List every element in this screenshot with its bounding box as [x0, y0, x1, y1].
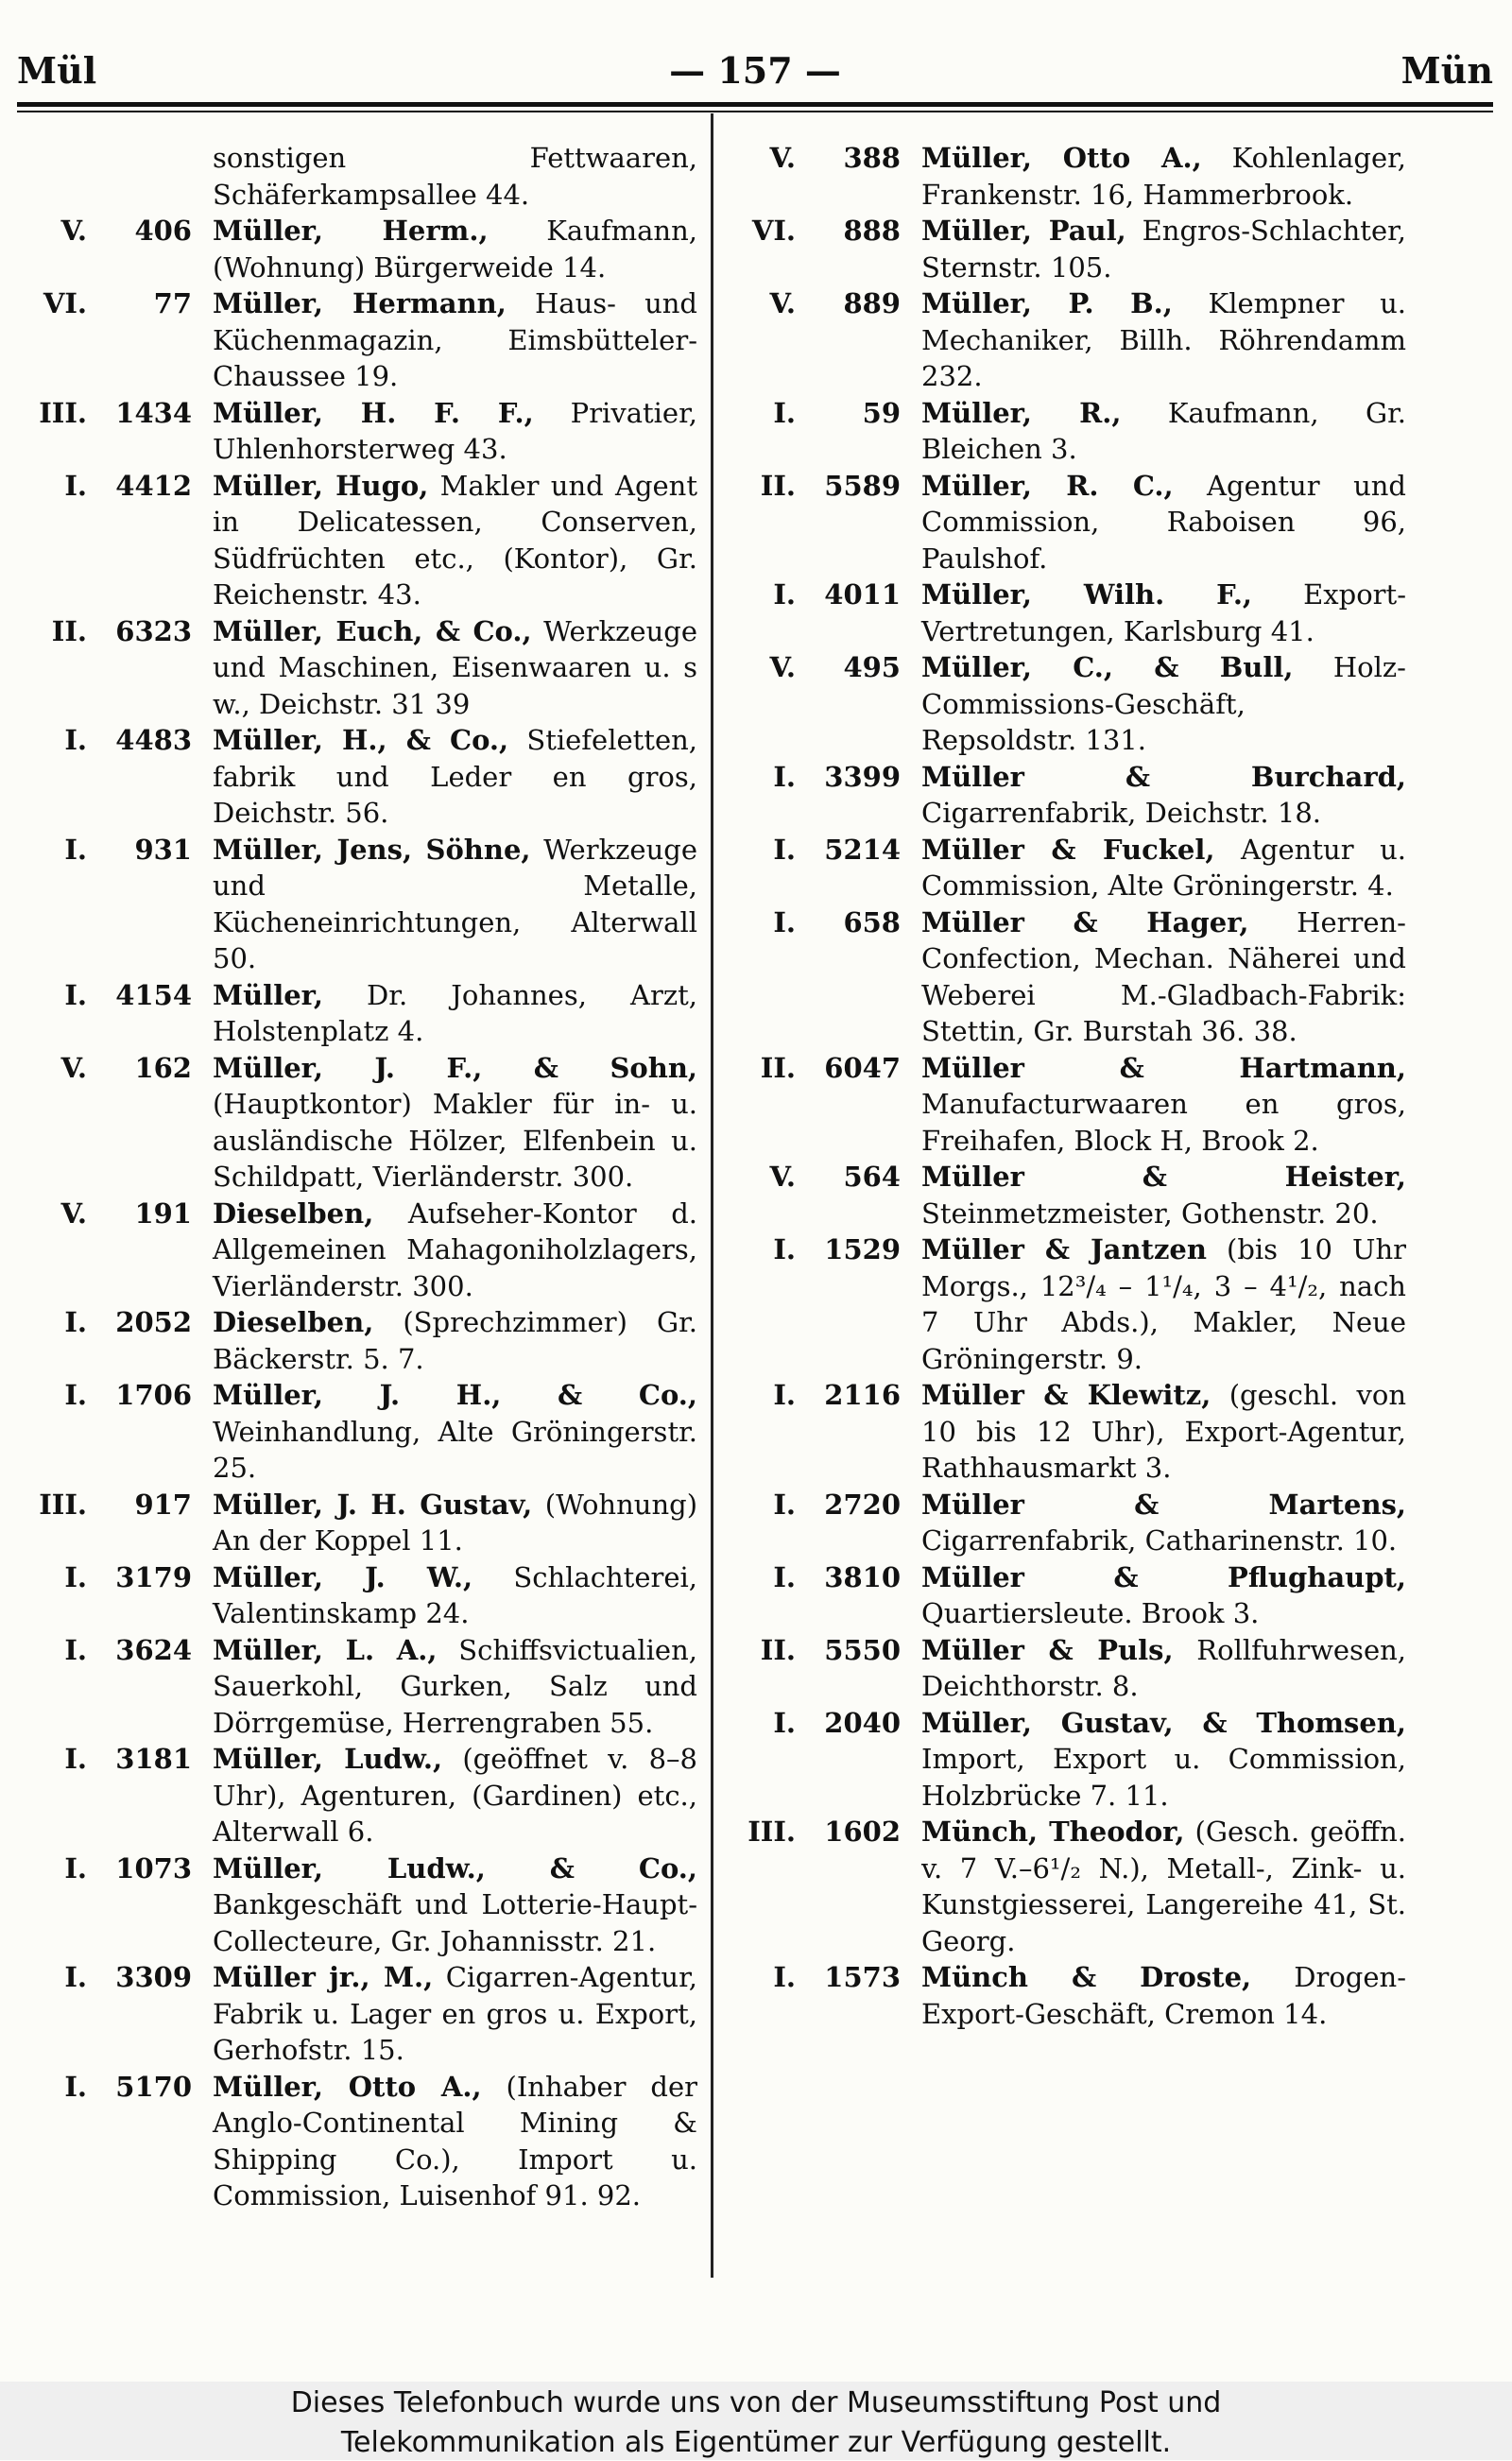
line-number: 2720 — [824, 1488, 901, 1521]
subscriber-details: Export-Vertretungen, Karlsburg 41. — [921, 578, 1406, 647]
line-number: 3399 — [824, 760, 901, 793]
entry-text — [213, 395, 697, 468]
subscriber-details: Herren-Confection, Mechan. Näherei und Weberei M.-Gladbach-Fabrik: Stettin, Gr. Burstah 36. 38. — [921, 905, 1406, 1047]
entry-text — [921, 759, 1406, 832]
entry-text — [921, 1231, 1406, 1377]
page-number: — 157 — — [669, 49, 841, 92]
exchange-district: I. — [64, 469, 87, 502]
line-number: 406 — [134, 215, 192, 247]
subscriber-details: Bankgeschäft und Lotterie-Haupt-Collecteure, Gr. Johannisstr. 21. — [213, 1888, 697, 1957]
line-number: 388 — [843, 142, 901, 174]
directory-entry — [728, 1377, 1406, 1487]
directory-entry — [19, 1741, 697, 1850]
line-number: 5170 — [115, 2070, 192, 2103]
line-number: 1073 — [115, 1851, 192, 1884]
entry-text — [921, 395, 1406, 468]
entry-text — [213, 1632, 697, 1742]
entry-text — [921, 1814, 1406, 1959]
entry-text — [213, 140, 697, 213]
line-number: 191 — [134, 1196, 192, 1230]
subscriber-name: Müller, J. H., & Co., — [213, 1379, 697, 1411]
header-rule-thick — [17, 102, 1493, 107]
subscriber-name: Müller, Ludw., — [213, 1743, 443, 1775]
entry-text — [213, 722, 697, 832]
entry-text — [921, 1705, 1406, 1815]
subscriber-details: Cigarrenfabrik, Deichstr. 18. — [921, 797, 1321, 829]
entry-text — [921, 1050, 1406, 1160]
subscriber-details: Engros-Schlachter, Sternstr. 105. — [921, 215, 1406, 284]
directory-entry — [728, 1959, 1406, 2032]
subscriber-name: Müller, Hermann, — [213, 287, 507, 319]
line-number: 3810 — [824, 1560, 901, 1593]
exchange-district: I. — [64, 833, 87, 866]
directory-entry — [19, 722, 697, 832]
subscriber-name: Müller, Paul, — [921, 215, 1126, 247]
entry-text — [213, 1741, 697, 1850]
exchange-district: III. — [39, 1488, 87, 1521]
directory-entry — [728, 1705, 1406, 1815]
subscriber-name: Müller & Martens, — [921, 1488, 1406, 1521]
entry-text — [921, 1559, 1406, 1632]
subscriber-details: (Sprechzimmer) Gr. Bäckerstr. 5. 7. — [213, 1306, 697, 1375]
entry-text — [213, 1959, 697, 2069]
exchange-district: I. — [64, 1851, 87, 1884]
entry-text — [921, 577, 1406, 649]
subscriber-details: Weinhandlung, Alte Gröningerstr. 25. — [213, 1415, 697, 1484]
subscriber-name: Müller, L. A., — [213, 1633, 438, 1666]
exchange-district: III. — [747, 1816, 796, 1848]
directory-entry — [19, 1959, 697, 2069]
subscriber-details: (Wohnung) An der Koppel 11. — [213, 1488, 698, 1557]
line-number: 77 — [153, 287, 192, 319]
line-number: 931 — [134, 833, 192, 866]
directory-entry — [728, 1231, 1406, 1377]
subscriber-name: Müller, R., — [921, 396, 1122, 429]
subscriber-details: Drogen-Export-Geschäft, Cremon 14. — [921, 1961, 1406, 2030]
subscriber-name: Müller, Euch, & Co., — [213, 614, 532, 647]
exchange-district: I. — [64, 1560, 87, 1593]
subscriber-details: (Hauptkontor) Makler für in- u. ausländische Hölzer, Elfenbein u. Schildpatt, Vierländerstr. 300. — [213, 1088, 697, 1193]
line-number: 3309 — [115, 1961, 192, 1993]
line-number: 4154 — [115, 978, 192, 1011]
directory-entry — [19, 1559, 697, 1632]
exchange-district: I. — [773, 1379, 796, 1411]
subscriber-name: Müller, Otto A., — [921, 142, 1202, 174]
entry-text — [921, 1377, 1406, 1487]
subscriber-name: Müller & Pflughaupt, — [921, 1560, 1406, 1593]
directory-entry — [19, 1850, 697, 1960]
exchange-district: I. — [64, 1961, 87, 1993]
subscriber-name: Müller & Burchard, — [921, 760, 1406, 793]
directory-entry — [19, 285, 697, 395]
exchange-district: I. — [64, 1633, 87, 1666]
subscriber-details: Klempner u. Mechaniker, Billh. Röhrendamm 232. — [921, 287, 1407, 392]
subscriber-details: (geöffnet v. 8–8 Uhr), Agenturen, (Gardinen) etc., Alterwall 6. — [213, 1743, 697, 1848]
directory-entry — [19, 213, 697, 285]
subscriber-details: Schiffsvictualien, Sauerkohl, Gurken, Salz und Dörrgemüse, Herrengraben 55. — [213, 1633, 697, 1739]
subscriber-details: Agentur und Commission, Raboisen 96, Paulshof. — [921, 469, 1406, 575]
entry-text — [213, 832, 697, 977]
left-column — [19, 140, 697, 2214]
subscriber-name: Müller & Hager, — [921, 905, 1249, 938]
subscriber-name: Müller, — [213, 978, 323, 1011]
directory-entry — [728, 832, 1406, 904]
entry-text — [921, 649, 1406, 759]
directory-entry — [728, 577, 1406, 649]
subscriber-name: Müller, Hugo, — [213, 469, 429, 502]
exchange-district: I. — [773, 1488, 796, 1521]
directory-entry — [728, 1487, 1406, 1559]
exchange-district: I. — [773, 1560, 796, 1593]
entry-text — [921, 1159, 1406, 1231]
entry-text — [213, 285, 697, 395]
subscriber-details: (Gesch. geöffn. v. 7 V.–6¹/₂ N.), Metall-, Zink- u. Kunstgiesserei, Langereihe 41, St. Georg. — [921, 1816, 1406, 1957]
subscriber-name: Müller, H., & Co., — [213, 724, 509, 756]
subscriber-details: Quartiersleute. Brook 3. — [921, 1597, 1260, 1629]
subscriber-details: Holz-Commissions-Geschäft, Repsoldstr. 131. — [921, 651, 1406, 756]
line-number: 1706 — [115, 1379, 192, 1411]
subscriber-details: Stiefeletten, fabrik und Leder en gros, Deichstr. 56. — [213, 724, 698, 829]
directory-entry — [728, 395, 1406, 468]
line-number: 5589 — [824, 469, 901, 502]
subscriber-details: Rollfuhrwesen, Deichthorstr. 8. — [921, 1633, 1406, 1702]
subscriber-details: Werkzeuge und Maschinen, Eisenwaaren u. s w., Deichstr. 31 39 — [213, 614, 697, 720]
directory-entry — [728, 1632, 1406, 1705]
directory-entry — [19, 2069, 697, 2214]
line-number: 658 — [843, 905, 901, 938]
directory-entry — [19, 1377, 697, 1487]
entry-text — [213, 1377, 697, 1487]
line-number: 4412 — [115, 469, 192, 502]
line-number: 1573 — [824, 1961, 901, 1993]
line-number: 59 — [862, 396, 901, 429]
subscriber-name: Müller & Fuckel, — [921, 833, 1215, 866]
subscriber-name: Dieselben, — [213, 1196, 374, 1230]
directory-entry — [19, 395, 697, 468]
line-number: 5214 — [824, 833, 901, 866]
entry-text — [921, 285, 1406, 395]
subscriber-details: Schlachterei, Valentinskamp 24. — [213, 1560, 697, 1629]
exchange-district: I. — [773, 1233, 796, 1265]
line-number: 917 — [134, 1488, 192, 1521]
exchange-district: VI. — [751, 215, 796, 247]
entry-text — [213, 1196, 697, 1305]
subscriber-name: Müller, R. C., — [921, 469, 1174, 502]
directory-entry — [19, 1632, 697, 1742]
subscriber-details: (Inhaber der Anglo-Continental Mining & Shipping Co.), Import u. Commission, Luisenhof 91. 92. — [213, 2070, 697, 2211]
directory-entry — [19, 140, 697, 213]
line-number: 4483 — [115, 724, 192, 756]
subscriber-details: Kaufmann, Gr. Bleichen 3. — [921, 396, 1407, 465]
subscriber-details: Werkzeuge und Metalle, Kücheneinrichtungen, Alterwall 50. — [213, 833, 697, 974]
entry-text — [213, 2069, 697, 2214]
line-number: 3179 — [115, 1560, 192, 1593]
subscriber-details: Kohlenlager, Frankenstr. 16, Hammerbrook. — [921, 142, 1407, 211]
directory-entry — [19, 1196, 697, 1305]
entry-text — [921, 1487, 1406, 1559]
directory-entry — [728, 1159, 1406, 1231]
subscriber-name: Müller & Puls, — [921, 1633, 1174, 1666]
entry-text — [213, 1559, 697, 1632]
entry-text — [213, 613, 697, 723]
subscriber-details: Import, Export u. Commission, Holzbrücke 7. 11. — [921, 1743, 1406, 1812]
entry-text — [921, 213, 1406, 285]
subscriber-name: Müller, J. H. Gustav, — [213, 1488, 533, 1521]
line-number: 3624 — [115, 1633, 192, 1666]
subscriber-details: (bis 10 Uhr Morgs., 12³/₄ – 1¹/₄, 3 – 4¹/₂, nach 7 Uhr Abds.), Makler, Neue Gröningerstr. 9. — [921, 1233, 1406, 1375]
subscriber-name: Müller & Hartmann, — [921, 1051, 1406, 1084]
entry-text — [921, 468, 1406, 577]
subscriber-name: Dieselben, — [213, 1306, 374, 1338]
exchange-district: V. — [769, 142, 796, 174]
subscriber-name: Müller jr., M., — [213, 1961, 434, 1993]
subscriber-name: Müller, J. F., & Sohn, — [213, 1051, 697, 1084]
line-number: 6047 — [824, 1051, 901, 1084]
entry-text — [213, 1850, 697, 1960]
subscriber-details: Agentur u. Commission, Alte Gröningerstr. 4. — [921, 833, 1406, 902]
exchange-district: V. — [769, 651, 796, 683]
subscriber-name: Müller & Klewitz, — [921, 1379, 1211, 1411]
subscriber-details: Cigarren-Agentur, Fabrik u. Lager en gros u. Export, Gerhofstr. 15. — [213, 1961, 697, 2066]
exchange-district: V. — [60, 1051, 87, 1084]
line-number: 2116 — [824, 1379, 901, 1411]
subscriber-name: Müller, Herm., — [213, 215, 489, 247]
exchange-district: V. — [60, 1196, 87, 1230]
directory-entry — [19, 468, 697, 613]
exchange-district: I. — [64, 978, 87, 1011]
directory-entry — [728, 1559, 1406, 1632]
subscriber-name: Münch, Theodor, — [921, 1816, 1185, 1848]
entry-text — [921, 140, 1406, 213]
exchange-district: V. — [769, 287, 796, 319]
exchange-district: I. — [64, 1306, 87, 1338]
subscriber-name: Müller, H. F. F., — [213, 396, 534, 429]
subscriber-details: Manufacturwaaren en gros, Freihafen, Block H, Brook 2. — [921, 1088, 1406, 1157]
entry-text — [921, 1632, 1406, 1705]
line-number: 2052 — [115, 1306, 192, 1338]
subscriber-details: Aufseher-Kontor d. Allgemeinen Mahagoniholzlagers, Vierländerstr. 300. — [213, 1196, 697, 1302]
entry-text — [921, 904, 1406, 1050]
line-number: 564 — [843, 1161, 901, 1193]
directory-entry — [728, 1814, 1406, 1959]
subscriber-name: Müller, Ludw., & Co., — [213, 1851, 697, 1884]
exchange-district: II. — [760, 1633, 796, 1666]
line-number: 1529 — [824, 1233, 901, 1265]
header-rule-thin — [17, 111, 1493, 112]
subscriber-details: Steinmetzmeister, Gothenstr. 20. — [921, 1196, 1379, 1230]
exchange-district: II. — [760, 1051, 796, 1084]
exchange-district: I. — [64, 1379, 87, 1411]
directory-entry — [728, 759, 1406, 832]
exchange-district: III. — [39, 396, 87, 429]
subscriber-name: Müller, Otto A., — [213, 2070, 482, 2103]
line-number: 6323 — [115, 614, 192, 647]
exchange-district: I. — [773, 1961, 796, 1993]
subscriber-details: Haus- und Küchenmagazin, Eimsbütteler-Chaussee 19. — [213, 287, 698, 392]
directory-entry — [19, 1304, 697, 1377]
line-number: 2040 — [824, 1706, 901, 1739]
exchange-district: I. — [64, 1743, 87, 1775]
page-header — [17, 49, 1493, 104]
subscriber-details: Kaufmann, (Wohnung) Bürgerweide 14. — [213, 215, 697, 284]
exchange-district: VI. — [43, 287, 87, 319]
exchange-district: II. — [760, 469, 796, 502]
exchange-district: II. — [51, 614, 87, 647]
exchange-district: I. — [773, 760, 796, 793]
entry-text — [213, 1487, 697, 1559]
entry-text — [921, 1959, 1406, 2032]
header-right-keyword: Mün — [1400, 49, 1493, 92]
subscriber-name: Müller, Wilh. F., — [921, 578, 1253, 611]
subscriber-details: Makler und Agent in Delicatessen, Conserven, Südfrüchten etc., (Kontor), Gr. Reichenstr. 43. — [213, 469, 698, 611]
subscriber-name: Müller, Gustav, & Thomsen, — [921, 1706, 1406, 1739]
directory-entry — [19, 832, 697, 977]
entry-text — [213, 977, 697, 1050]
directory-entry — [728, 468, 1406, 577]
column-divider — [711, 113, 713, 2278]
directory-entry — [19, 1050, 697, 1196]
entry-text — [213, 213, 697, 285]
exchange-district: I. — [773, 833, 796, 866]
entry-text — [921, 832, 1406, 904]
directory-entry — [728, 1050, 1406, 1160]
entry-text — [213, 468, 697, 613]
subscriber-name: Müller, Jens, Söhne, — [213, 833, 531, 866]
footer-line-1: Dieses Telefonbuch wurde uns von der Museumsstiftung Post und — [290, 2386, 1222, 2419]
directory-entry — [728, 140, 1406, 213]
line-number: 495 — [843, 651, 901, 683]
subscriber-details: Privatier, Uhlenhorsterweg 43. — [213, 396, 697, 465]
exchange-district: V. — [769, 1161, 796, 1193]
exchange-district: I. — [64, 2070, 87, 2103]
line-number: 4011 — [824, 578, 901, 611]
exchange-district: I. — [773, 905, 796, 938]
exchange-district: I. — [773, 1706, 796, 1739]
subscriber-details: (geschl. von 10 bis 12 Uhr), Export-Agentur, Rathhausmarkt 3. — [921, 1379, 1407, 1484]
subscriber-details: Cigarrenfabrik, Catharinenstr. 10. — [921, 1524, 1398, 1557]
directory-entry — [728, 213, 1406, 285]
subscriber-name: Münch & Droste, — [921, 1961, 1252, 1993]
subscriber-name: Müller, P. B., — [921, 287, 1173, 319]
subscriber-name: Müller, J. W., — [213, 1560, 473, 1593]
subscriber-name: Müller & Jantzen — [921, 1233, 1207, 1265]
directory-entry — [728, 904, 1406, 1050]
line-number: 5550 — [824, 1633, 901, 1666]
exchange-district: I. — [64, 724, 87, 756]
line-number: 888 — [843, 215, 901, 247]
directory-entry — [19, 613, 697, 723]
footer-line-2: Telekommunikation als Eigentümer zur Verfügung gestellt. — [340, 2426, 1172, 2459]
exchange-district: V. — [60, 215, 87, 247]
header-left-keyword: Mül — [17, 49, 97, 92]
exchange-district: I. — [773, 578, 796, 611]
footer-notice — [0, 2382, 1512, 2460]
line-number: 1434 — [115, 396, 192, 429]
subscriber-details: sonstigen Fettwaaren, Schäferkampsallee 44. — [213, 142, 697, 211]
directory-entry — [728, 285, 1406, 395]
line-number: 162 — [134, 1051, 192, 1084]
directory-entry — [728, 649, 1406, 759]
subscriber-name: Müller, C., & Bull, — [921, 651, 1294, 683]
exchange-district: I. — [773, 396, 796, 429]
subscriber-name: Müller & Heister, — [921, 1161, 1406, 1193]
directory-entry — [19, 1487, 697, 1559]
line-number: 1602 — [824, 1816, 901, 1848]
directory-entry — [19, 977, 697, 1050]
right-column — [728, 140, 1406, 2032]
entry-text — [213, 1304, 697, 1377]
subscriber-details: Dr. Johannes, Arzt, Holstenplatz 4. — [213, 978, 697, 1047]
entry-text — [213, 1050, 697, 1196]
line-number: 3181 — [115, 1743, 192, 1775]
line-number: 889 — [843, 287, 901, 319]
